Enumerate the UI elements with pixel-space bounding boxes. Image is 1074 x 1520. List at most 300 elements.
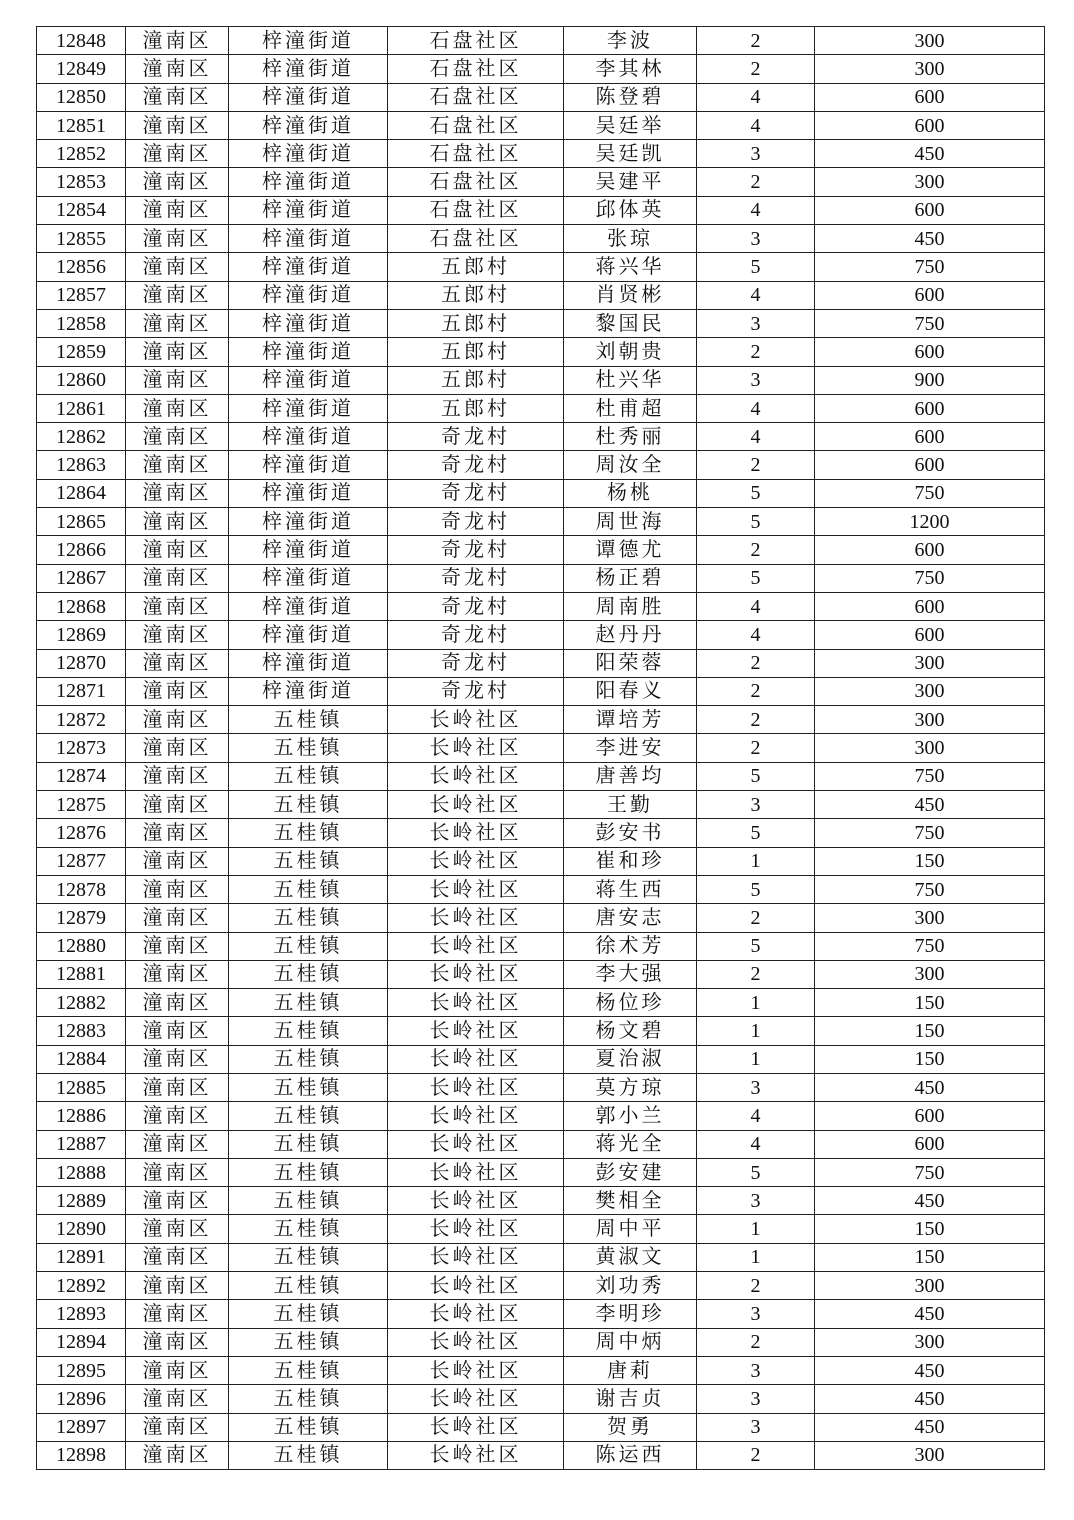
town-cell: 梓潼街道 xyxy=(229,592,388,620)
district-cell: 潼南区 xyxy=(126,423,229,451)
name-cell: 唐莉 xyxy=(564,1356,697,1384)
serial-number-cell: 12866 xyxy=(37,536,126,564)
serial-number-cell: 12893 xyxy=(37,1300,126,1328)
serial-number-cell: 12861 xyxy=(37,394,126,422)
amount-cell: 300 xyxy=(815,649,1045,677)
table-row xyxy=(37,140,1045,168)
name-cell: 阳荣蓉 xyxy=(564,649,697,677)
district-cell: 潼南区 xyxy=(126,196,229,224)
community-cell: 长岭社区 xyxy=(388,932,564,960)
household-count-cell: 1 xyxy=(697,989,815,1017)
district-cell: 潼南区 xyxy=(126,649,229,677)
table-row xyxy=(37,536,1045,564)
table-row xyxy=(37,423,1045,451)
community-cell: 五郎村 xyxy=(388,281,564,309)
community-cell: 奇龙村 xyxy=(388,592,564,620)
household-count-cell: 3 xyxy=(697,1073,815,1101)
name-cell: 樊相全 xyxy=(564,1187,697,1215)
table-row xyxy=(37,1356,1045,1384)
town-cell: 梓潼街道 xyxy=(229,394,388,422)
amount-cell: 450 xyxy=(815,1356,1045,1384)
amount-cell: 300 xyxy=(815,734,1045,762)
table-row xyxy=(37,1045,1045,1073)
name-cell: 周中平 xyxy=(564,1215,697,1243)
district-cell: 潼南区 xyxy=(126,706,229,734)
amount-cell: 750 xyxy=(815,1158,1045,1186)
household-count-cell: 5 xyxy=(697,875,815,903)
community-cell: 长岭社区 xyxy=(388,819,564,847)
document-page xyxy=(36,26,1044,1470)
name-cell: 蒋生西 xyxy=(564,875,697,903)
town-cell: 梓潼街道 xyxy=(229,27,388,55)
town-cell: 梓潼街道 xyxy=(229,55,388,83)
table-row xyxy=(37,1017,1045,1045)
table-row xyxy=(37,649,1045,677)
town-cell: 五桂镇 xyxy=(229,904,388,932)
district-cell: 潼南区 xyxy=(126,734,229,762)
serial-number-cell: 12850 xyxy=(37,83,126,111)
amount-cell: 600 xyxy=(815,83,1045,111)
district-cell: 潼南区 xyxy=(126,592,229,620)
name-cell: 赵丹丹 xyxy=(564,621,697,649)
town-cell: 五桂镇 xyxy=(229,1158,388,1186)
household-count-cell: 1 xyxy=(697,847,815,875)
serial-number-cell: 12880 xyxy=(37,932,126,960)
town-cell: 梓潼街道 xyxy=(229,423,388,451)
district-cell: 潼南区 xyxy=(126,1243,229,1271)
town-cell: 五桂镇 xyxy=(229,1300,388,1328)
town-cell: 五桂镇 xyxy=(229,1102,388,1130)
table-row xyxy=(37,847,1045,875)
table-row xyxy=(37,1158,1045,1186)
name-cell: 黎国民 xyxy=(564,309,697,337)
district-cell: 潼南区 xyxy=(126,1300,229,1328)
district-cell: 潼南区 xyxy=(126,338,229,366)
amount-cell: 600 xyxy=(815,111,1045,139)
table-row xyxy=(37,904,1045,932)
district-cell: 潼南区 xyxy=(126,904,229,932)
amount-cell: 600 xyxy=(815,1102,1045,1130)
table-row xyxy=(37,366,1045,394)
table-row xyxy=(37,791,1045,819)
household-count-cell: 2 xyxy=(697,27,815,55)
town-cell: 五桂镇 xyxy=(229,1243,388,1271)
table-row xyxy=(37,338,1045,366)
household-count-cell: 5 xyxy=(697,479,815,507)
name-cell: 周世海 xyxy=(564,508,697,536)
household-count-cell: 2 xyxy=(697,677,815,705)
district-cell: 潼南区 xyxy=(126,83,229,111)
table-row xyxy=(37,508,1045,536)
name-cell: 刘功秀 xyxy=(564,1272,697,1300)
community-cell: 长岭社区 xyxy=(388,791,564,819)
serial-number-cell: 12862 xyxy=(37,423,126,451)
name-cell: 吴建平 xyxy=(564,168,697,196)
name-cell: 周南胜 xyxy=(564,592,697,620)
community-cell: 长岭社区 xyxy=(388,1413,564,1441)
amount-cell: 600 xyxy=(815,621,1045,649)
district-cell: 潼南区 xyxy=(126,960,229,988)
amount-cell: 300 xyxy=(815,677,1045,705)
community-cell: 石盘社区 xyxy=(388,140,564,168)
town-cell: 五桂镇 xyxy=(229,875,388,903)
community-cell: 奇龙村 xyxy=(388,508,564,536)
table-row xyxy=(37,196,1045,224)
community-cell: 奇龙村 xyxy=(388,649,564,677)
household-count-cell: 3 xyxy=(697,140,815,168)
town-cell: 五桂镇 xyxy=(229,847,388,875)
amount-cell: 600 xyxy=(815,196,1045,224)
table-row xyxy=(37,706,1045,734)
amount-cell: 600 xyxy=(815,536,1045,564)
amount-cell: 750 xyxy=(815,564,1045,592)
community-cell: 奇龙村 xyxy=(388,536,564,564)
district-cell: 潼南区 xyxy=(126,536,229,564)
town-cell: 五桂镇 xyxy=(229,960,388,988)
serial-number-cell: 12872 xyxy=(37,706,126,734)
serial-number-cell: 12867 xyxy=(37,564,126,592)
table-row xyxy=(37,1300,1045,1328)
community-cell: 长岭社区 xyxy=(388,1356,564,1384)
town-cell: 五桂镇 xyxy=(229,1272,388,1300)
name-cell: 郭小兰 xyxy=(564,1102,697,1130)
household-count-cell: 1 xyxy=(697,1243,815,1271)
name-cell: 邱体英 xyxy=(564,196,697,224)
serial-number-cell: 12857 xyxy=(37,281,126,309)
household-count-cell: 2 xyxy=(697,168,815,196)
household-count-cell: 5 xyxy=(697,819,815,847)
amount-cell: 450 xyxy=(815,1073,1045,1101)
amount-cell: 450 xyxy=(815,1187,1045,1215)
table-row xyxy=(37,1272,1045,1300)
town-cell: 五桂镇 xyxy=(229,1385,388,1413)
town-cell: 梓潼街道 xyxy=(229,677,388,705)
town-cell: 梓潼街道 xyxy=(229,111,388,139)
serial-number-cell: 12898 xyxy=(37,1441,126,1469)
district-cell: 潼南区 xyxy=(126,1130,229,1158)
community-cell: 石盘社区 xyxy=(388,225,564,253)
serial-number-cell: 12897 xyxy=(37,1413,126,1441)
household-count-cell: 3 xyxy=(697,366,815,394)
table-row xyxy=(37,309,1045,337)
community-cell: 五郎村 xyxy=(388,366,564,394)
name-cell: 夏治淑 xyxy=(564,1045,697,1073)
serial-number-cell: 12876 xyxy=(37,819,126,847)
household-count-cell: 5 xyxy=(697,253,815,281)
name-cell: 崔和珍 xyxy=(564,847,697,875)
name-cell: 张琼 xyxy=(564,225,697,253)
name-cell: 吴廷举 xyxy=(564,111,697,139)
name-cell: 李大强 xyxy=(564,960,697,988)
serial-number-cell: 12863 xyxy=(37,451,126,479)
table-row xyxy=(37,111,1045,139)
community-cell: 长岭社区 xyxy=(388,875,564,903)
district-cell: 潼南区 xyxy=(126,1158,229,1186)
serial-number-cell: 12869 xyxy=(37,621,126,649)
table-row xyxy=(37,225,1045,253)
table-row xyxy=(37,27,1045,55)
name-cell: 杨正碧 xyxy=(564,564,697,592)
name-cell: 徐术芳 xyxy=(564,932,697,960)
community-cell: 五郎村 xyxy=(388,338,564,366)
community-cell: 长岭社区 xyxy=(388,706,564,734)
district-cell: 潼南区 xyxy=(126,55,229,83)
table-row xyxy=(37,1328,1045,1356)
town-cell: 五桂镇 xyxy=(229,1356,388,1384)
serial-number-cell: 12879 xyxy=(37,904,126,932)
district-cell: 潼南区 xyxy=(126,621,229,649)
community-cell: 长岭社区 xyxy=(388,1328,564,1356)
household-count-cell: 4 xyxy=(697,423,815,451)
serial-number-cell: 12882 xyxy=(37,989,126,1017)
town-cell: 五桂镇 xyxy=(229,734,388,762)
household-count-cell: 5 xyxy=(697,508,815,536)
household-count-cell: 4 xyxy=(697,281,815,309)
town-cell: 五桂镇 xyxy=(229,1073,388,1101)
household-count-cell: 4 xyxy=(697,196,815,224)
district-cell: 潼南区 xyxy=(126,677,229,705)
household-count-cell: 1 xyxy=(697,1017,815,1045)
name-cell: 杜甫超 xyxy=(564,394,697,422)
town-cell: 梓潼街道 xyxy=(229,253,388,281)
household-count-cell: 4 xyxy=(697,394,815,422)
household-count-cell: 2 xyxy=(697,904,815,932)
community-cell: 长岭社区 xyxy=(388,1187,564,1215)
community-cell: 奇龙村 xyxy=(388,451,564,479)
community-cell: 石盘社区 xyxy=(388,196,564,224)
table-row xyxy=(37,621,1045,649)
amount-cell: 600 xyxy=(815,451,1045,479)
amount-cell: 450 xyxy=(815,791,1045,819)
name-cell: 刘朝贵 xyxy=(564,338,697,366)
town-cell: 梓潼街道 xyxy=(229,196,388,224)
household-count-cell: 2 xyxy=(697,734,815,762)
name-cell: 李波 xyxy=(564,27,697,55)
amount-cell: 150 xyxy=(815,989,1045,1017)
serial-number-cell: 12888 xyxy=(37,1158,126,1186)
amount-cell: 750 xyxy=(815,762,1045,790)
name-cell: 谢吉贞 xyxy=(564,1385,697,1413)
community-cell: 长岭社区 xyxy=(388,1215,564,1243)
community-cell: 石盘社区 xyxy=(388,83,564,111)
town-cell: 梓潼街道 xyxy=(229,168,388,196)
name-cell: 周汝全 xyxy=(564,451,697,479)
amount-cell: 300 xyxy=(815,168,1045,196)
town-cell: 五桂镇 xyxy=(229,989,388,1017)
table-row xyxy=(37,55,1045,83)
district-cell: 潼南区 xyxy=(126,1328,229,1356)
district-cell: 潼南区 xyxy=(126,140,229,168)
amount-cell: 600 xyxy=(815,338,1045,366)
amount-cell: 300 xyxy=(815,904,1045,932)
serial-number-cell: 12851 xyxy=(37,111,126,139)
community-cell: 长岭社区 xyxy=(388,762,564,790)
household-count-cell: 4 xyxy=(697,83,815,111)
table-row xyxy=(37,875,1045,903)
community-cell: 石盘社区 xyxy=(388,168,564,196)
name-cell: 杨位珍 xyxy=(564,989,697,1017)
amount-cell: 150 xyxy=(815,1243,1045,1271)
household-count-cell: 3 xyxy=(697,1187,815,1215)
table-row xyxy=(37,83,1045,111)
community-cell: 长岭社区 xyxy=(388,1158,564,1186)
table-row xyxy=(37,1441,1045,1469)
town-cell: 五桂镇 xyxy=(229,1413,388,1441)
amount-cell: 600 xyxy=(815,423,1045,451)
amount-cell: 150 xyxy=(815,847,1045,875)
community-cell: 长岭社区 xyxy=(388,847,564,875)
community-cell: 长岭社区 xyxy=(388,1300,564,1328)
serial-number-cell: 12865 xyxy=(37,508,126,536)
amount-cell: 300 xyxy=(815,1441,1045,1469)
town-cell: 梓潼街道 xyxy=(229,366,388,394)
table-row xyxy=(37,168,1045,196)
table-row xyxy=(37,1215,1045,1243)
household-count-cell: 2 xyxy=(697,1328,815,1356)
name-cell: 李进安 xyxy=(564,734,697,762)
amount-cell: 300 xyxy=(815,1272,1045,1300)
amount-cell: 300 xyxy=(815,55,1045,83)
household-count-cell: 2 xyxy=(697,536,815,564)
serial-number-cell: 12873 xyxy=(37,734,126,762)
table-row xyxy=(37,960,1045,988)
community-cell: 长岭社区 xyxy=(388,734,564,762)
household-count-cell: 3 xyxy=(697,225,815,253)
household-count-cell: 5 xyxy=(697,932,815,960)
district-cell: 潼南区 xyxy=(126,253,229,281)
table-row xyxy=(37,932,1045,960)
serial-number-cell: 12896 xyxy=(37,1385,126,1413)
name-cell: 蒋光全 xyxy=(564,1130,697,1158)
serial-number-cell: 12883 xyxy=(37,1017,126,1045)
community-cell: 长岭社区 xyxy=(388,960,564,988)
serial-number-cell: 12868 xyxy=(37,592,126,620)
name-cell: 陈登碧 xyxy=(564,83,697,111)
town-cell: 梓潼街道 xyxy=(229,225,388,253)
table-body xyxy=(37,27,1045,1470)
amount-cell: 750 xyxy=(815,309,1045,337)
town-cell: 五桂镇 xyxy=(229,932,388,960)
name-cell: 吴廷凯 xyxy=(564,140,697,168)
table-row xyxy=(37,1102,1045,1130)
district-cell: 潼南区 xyxy=(126,819,229,847)
table-row xyxy=(37,451,1045,479)
name-cell: 莫方琼 xyxy=(564,1073,697,1101)
household-count-cell: 3 xyxy=(697,1413,815,1441)
serial-number-cell: 12884 xyxy=(37,1045,126,1073)
name-cell: 王勤 xyxy=(564,791,697,819)
amount-cell: 750 xyxy=(815,819,1045,847)
district-cell: 潼南区 xyxy=(126,1187,229,1215)
town-cell: 梓潼街道 xyxy=(229,281,388,309)
household-count-cell: 4 xyxy=(697,621,815,649)
district-cell: 潼南区 xyxy=(126,932,229,960)
name-cell: 杨文碧 xyxy=(564,1017,697,1045)
district-cell: 潼南区 xyxy=(126,1272,229,1300)
household-count-cell: 2 xyxy=(697,451,815,479)
district-cell: 潼南区 xyxy=(126,1017,229,1045)
serial-number-cell: 12848 xyxy=(37,27,126,55)
table-row xyxy=(37,592,1045,620)
amount-cell: 450 xyxy=(815,140,1045,168)
town-cell: 五桂镇 xyxy=(229,791,388,819)
serial-number-cell: 12885 xyxy=(37,1073,126,1101)
town-cell: 五桂镇 xyxy=(229,762,388,790)
district-cell: 潼南区 xyxy=(126,1073,229,1101)
serial-number-cell: 12874 xyxy=(37,762,126,790)
amount-cell: 600 xyxy=(815,281,1045,309)
household-count-cell: 2 xyxy=(697,706,815,734)
serial-number-cell: 12887 xyxy=(37,1130,126,1158)
community-cell: 奇龙村 xyxy=(388,479,564,507)
town-cell: 梓潼街道 xyxy=(229,451,388,479)
community-cell: 长岭社区 xyxy=(388,1130,564,1158)
town-cell: 五桂镇 xyxy=(229,1045,388,1073)
town-cell: 五桂镇 xyxy=(229,706,388,734)
table-row xyxy=(37,1413,1045,1441)
serial-number-cell: 12854 xyxy=(37,196,126,224)
table-row xyxy=(37,1073,1045,1101)
district-cell: 潼南区 xyxy=(126,168,229,196)
amount-cell: 1200 xyxy=(815,508,1045,536)
amount-cell: 750 xyxy=(815,479,1045,507)
community-cell: 五郎村 xyxy=(388,253,564,281)
community-cell: 长岭社区 xyxy=(388,1017,564,1045)
district-cell: 潼南区 xyxy=(126,394,229,422)
district-cell: 潼南区 xyxy=(126,225,229,253)
household-count-cell: 1 xyxy=(697,1045,815,1073)
name-cell: 陈运西 xyxy=(564,1441,697,1469)
data-table xyxy=(36,26,1045,1470)
serial-number-cell: 12864 xyxy=(37,479,126,507)
serial-number-cell: 12875 xyxy=(37,791,126,819)
table-row xyxy=(37,394,1045,422)
serial-number-cell: 12878 xyxy=(37,875,126,903)
serial-number-cell: 12849 xyxy=(37,55,126,83)
community-cell: 长岭社区 xyxy=(388,1102,564,1130)
district-cell: 潼南区 xyxy=(126,1215,229,1243)
community-cell: 长岭社区 xyxy=(388,1045,564,1073)
district-cell: 潼南区 xyxy=(126,847,229,875)
community-cell: 长岭社区 xyxy=(388,1385,564,1413)
name-cell: 蒋兴华 xyxy=(564,253,697,281)
community-cell: 长岭社区 xyxy=(388,1073,564,1101)
community-cell: 石盘社区 xyxy=(388,27,564,55)
household-count-cell: 2 xyxy=(697,55,815,83)
town-cell: 梓潼街道 xyxy=(229,83,388,111)
table-row xyxy=(37,1385,1045,1413)
name-cell: 彭安建 xyxy=(564,1158,697,1186)
name-cell: 杜秀丽 xyxy=(564,423,697,451)
table-row xyxy=(37,1130,1045,1158)
table-row xyxy=(37,734,1045,762)
town-cell: 梓潼街道 xyxy=(229,338,388,366)
district-cell: 潼南区 xyxy=(126,111,229,139)
household-count-cell: 2 xyxy=(697,649,815,677)
community-cell: 长岭社区 xyxy=(388,1243,564,1271)
name-cell: 肖贤彬 xyxy=(564,281,697,309)
serial-number-cell: 12860 xyxy=(37,366,126,394)
amount-cell: 450 xyxy=(815,1300,1045,1328)
amount-cell: 300 xyxy=(815,706,1045,734)
community-cell: 奇龙村 xyxy=(388,423,564,451)
name-cell: 黄淑文 xyxy=(564,1243,697,1271)
household-count-cell: 4 xyxy=(697,1130,815,1158)
amount-cell: 150 xyxy=(815,1017,1045,1045)
community-cell: 奇龙村 xyxy=(388,677,564,705)
district-cell: 潼南区 xyxy=(126,989,229,1017)
district-cell: 潼南区 xyxy=(126,508,229,536)
